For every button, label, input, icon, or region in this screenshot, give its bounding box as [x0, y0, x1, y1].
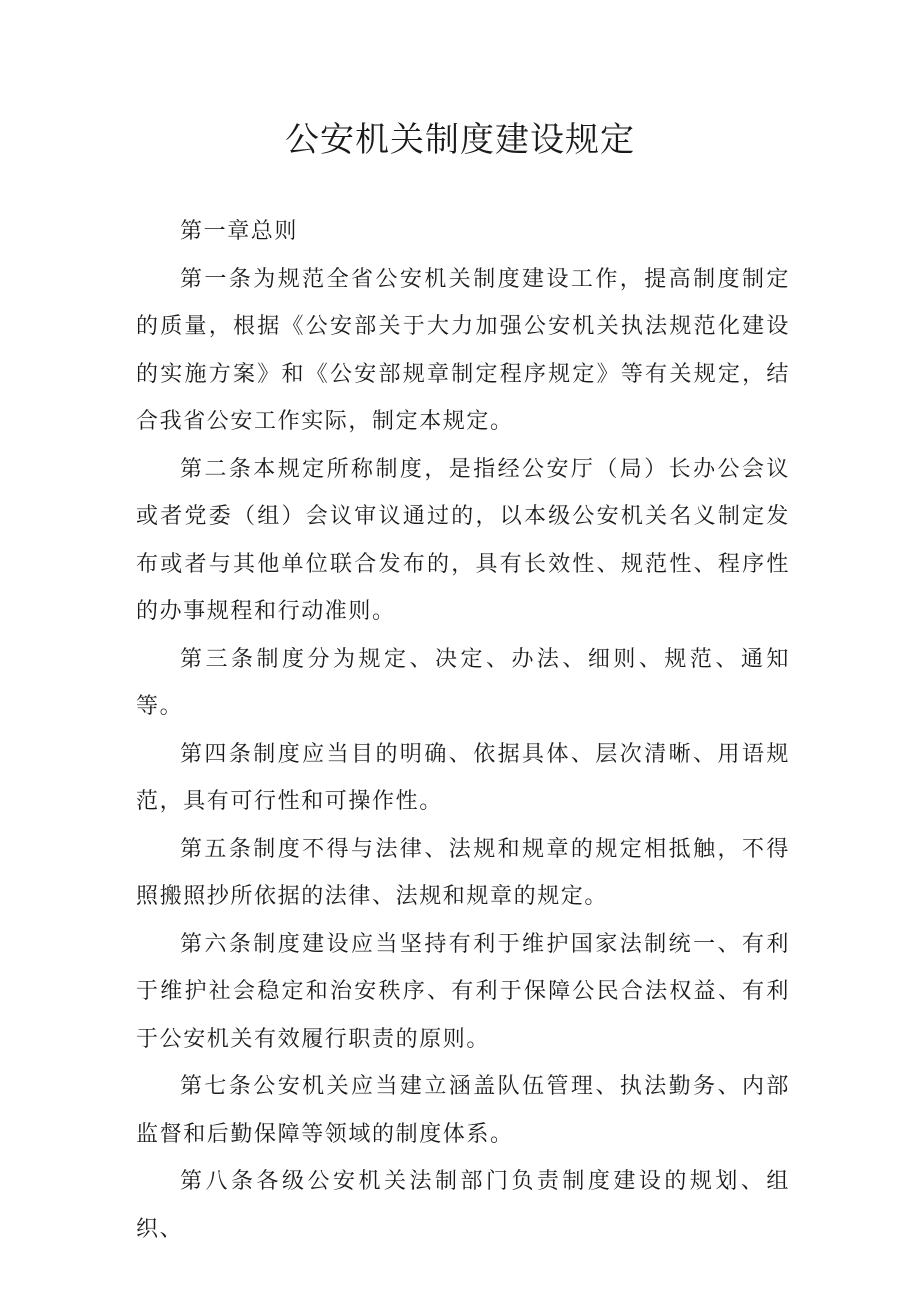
article-5: 第五条制度不得与法律、法规和规章的规定相抵触，不得照搬照抄所依据的法律、法规和规章的规定。	[136, 836, 790, 909]
article-2: 第二条本规定所称制度，是指经公安厅（局）长办公会议或者党委（组）会议审议通过的，以本级公安机关名义制定发布或者与其他单位联合发布的，具有长效性、规范性、程序性的办事规程和行动准则。	[136, 456, 790, 624]
article-4: 第四条制度应当目的明确、依据具体、层次清晰、用语规范，具有可行性和可操作性。	[136, 741, 790, 814]
document-body	[136, 208, 790, 1253]
document-title: 公安机关制度建设规定	[285, 120, 635, 160]
article-6: 第六条制度建设应当坚持有利于维护国家法制统一、有利于维护社会稳定和治安秩序、有利于保障公民合法权益、有利于公安机关有效履行职责的原则。	[136, 931, 790, 1052]
article-8: 第八条各级公安机关法制部门负责制度建设的规划、组织、	[136, 1169, 790, 1242]
chapter-heading: 第一章总则	[180, 219, 299, 244]
article-7: 第七条公安机关应当建立涵盖队伍管理、执法勤务、内部监督和后勤保障等领域的制度体系。	[136, 1074, 790, 1147]
article-3: 第三条制度分为规定、决定、办法、细则、规范、通知等。	[136, 646, 790, 719]
article-1: 第一条为规范全省公安机关制度建设工作，提高制度制定的质量，根据《公安部关于大力加强公安机关执法规范化建设的实施方案》和《公安部规章制定程序规定》等有关规定，结合我省公安工作实际，制定本规定。	[136, 266, 790, 434]
